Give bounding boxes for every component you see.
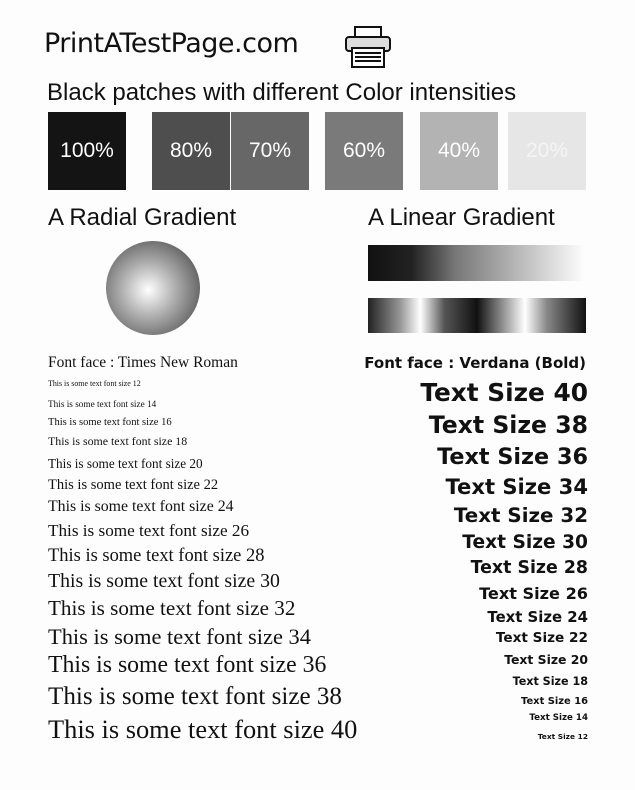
color-patch [48,112,126,190]
color-patch [152,112,230,190]
verdana-sample-row: Text Size 34 [445,474,588,500]
times-sample-row: This is some text font size 30 [48,570,280,593]
verdana-sample-row: Text Size 12 [537,731,588,741]
patch-label: 20% [525,139,569,162]
verdana-sample-row: Text Size 38 [428,411,588,440]
color-patch [420,112,498,190]
linear-gradient-heading: A Linear Gradient [368,204,555,231]
times-sample-row: This is some text font size 26 [48,520,250,540]
color-patch [231,112,309,190]
times-sample-row: This is some text font size 14 [48,398,157,409]
times-sample-row: This is some text font size 20 [48,455,203,471]
patch-label: 60% [342,139,386,162]
patch-label: 40% [437,139,481,162]
times-heading: Font face : Times New Roman [48,354,238,371]
times-sample-row: This is some text font size 22 [48,477,219,493]
verdana-sample-row: Text Size 22 [495,630,588,647]
verdana-sample-row: Text Size 24 [487,607,588,626]
patch-label: 100% [60,139,114,162]
patches-heading: Black patches with different Color intensities [47,79,517,106]
times-sample-row: This is some text font size 24 [48,498,234,516]
verdana-sample-row: Text Size 16 [521,695,588,707]
linear-gradient-bar [368,245,586,281]
verdana-sample-row: Text Size 26 [479,584,588,604]
radial-gradient-circle [106,241,200,335]
verdana-sample-row: Text Size 36 [437,443,588,470]
times-sample-row: This is some text font size 38 [48,683,342,711]
times-sample-row: This is some text font size 40 [48,714,358,745]
verdana-sample-row: Text Size 14 [529,713,588,724]
verdana-sample-row: Text Size 28 [470,558,588,579]
color-patch [508,112,586,190]
patch-label: 80% [169,139,213,162]
times-sample-row: This is some text font size 12 [48,378,141,388]
times-sample-row: This is some text font size 32 [48,596,296,621]
printer-icon [344,26,392,68]
verdana-sample-row: Text Size 18 [512,674,588,688]
linear-gradient-banded-bar [368,298,586,333]
times-sample-row: This is some text font size 16 [48,417,172,429]
times-sample-row: This is some text font size 18 [48,434,188,449]
verdana-heading: Font face : Verdana (Bold) [364,354,586,372]
verdana-sample-row: Text Size 20 [504,652,588,668]
color-patch [325,112,403,190]
times-sample-row: This is some text font size 34 [48,623,311,649]
verdana-sample-row: Text Size 30 [462,531,588,553]
verdana-sample-row: Text Size 40 [420,378,588,408]
times-sample-row: This is some text font size 36 [48,651,327,678]
patch-label: 70% [248,139,292,162]
site-title: PrintATestPage.com [44,28,299,59]
radial-gradient-heading: A Radial Gradient [48,204,237,231]
verdana-sample-row: Text Size 32 [453,504,588,528]
times-sample-row: This is some text font size 28 [48,544,265,565]
